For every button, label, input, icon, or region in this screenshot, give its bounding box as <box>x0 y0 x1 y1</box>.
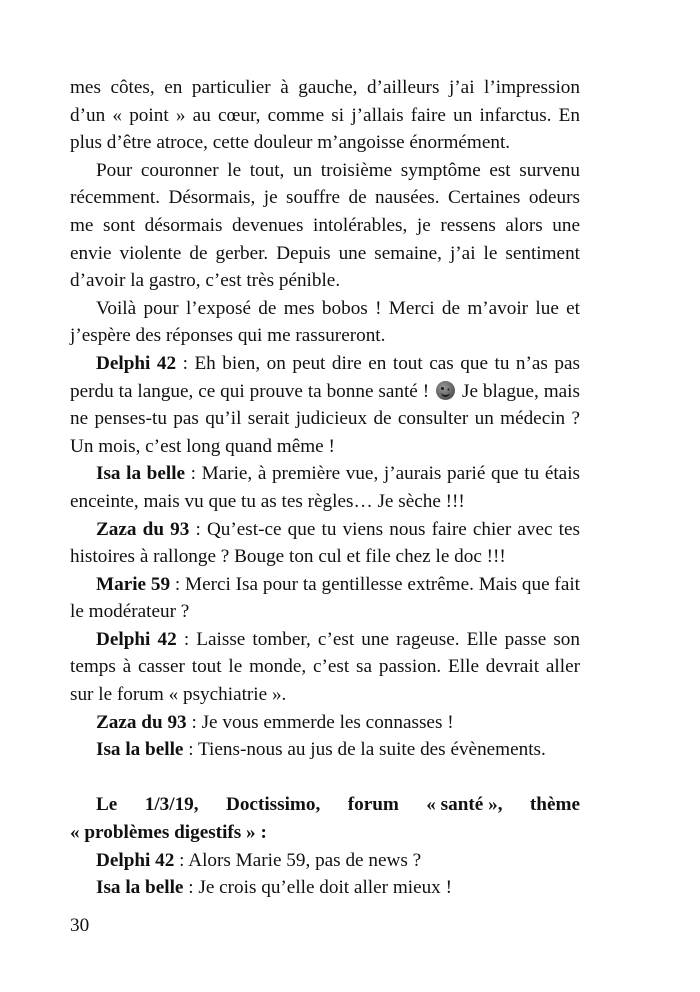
heading-word: « santé », <box>426 794 503 816</box>
paragraph: Pour couronner le tout, un troisième symptôme est survenu récemment. Désormais, je souffre de nausées. Certaines odeurs me sont désormais devenues intolérables, je ressens alors une envie violente de gerber. Depuis une semaine, j’ai le sentiment d’avoir la gastro, c’est très pénible. <box>70 159 580 292</box>
forum-post <box>70 626 580 709</box>
post-text: : Je vous emmerde les connasses ! <box>186 711 454 733</box>
heading-word: 1/3/19, <box>144 794 199 816</box>
forum-post <box>70 571 580 626</box>
post-text: : Merci Isa pour ta gentillesse extrême. Mais que fait le modérateur ? <box>70 573 580 623</box>
speaker-name: Isa la belle <box>96 463 186 485</box>
paragraph: Voilà pour l’exposé de mes bobos ! Merci de m’avoir lue et j’espère des réponses qui me rassureront. <box>70 297 580 347</box>
forum-post <box>70 350 580 460</box>
speaker-name: Zaza du 93 <box>96 711 187 733</box>
text-block <box>70 74 580 902</box>
forum-post <box>70 874 580 902</box>
winking-smiley-icon <box>436 381 455 400</box>
speaker-name: Isa la belle <box>96 739 184 761</box>
blank-line <box>70 764 580 792</box>
heading-word: thème <box>529 794 580 816</box>
page-number: 30 <box>70 915 90 936</box>
forum-post <box>70 516 580 571</box>
post-text: : Tiens-nous au jus de la suite des évènements. <box>183 739 546 761</box>
speaker-name: Delphi 42 <box>96 849 175 871</box>
post-text: : Je crois qu’elle doit aller mieux ! <box>183 877 452 899</box>
post-text: : Alors Marie 59, pas de news ? <box>174 849 422 871</box>
post-text: : Eh bien, on peut dire en tout cas que tu n’as pas perdu ta langue, ce qui prouve ta bonne santé ! <box>70 352 580 402</box>
heading-word: Le <box>96 794 118 816</box>
speaker-name: Marie 59 <box>96 573 171 595</box>
post-text: : Marie, à première vue, j’aurais parié que tu étais enceinte, mais vu que tu as tes règles… Je sèche !!! <box>70 463 580 512</box>
speaker-name: Delphi 42 <box>96 352 177 374</box>
post-text: : Laisse tomber, c’est une rageuse. Elle passe son temps à casser tout le monde, c’est sa passion. Elle devrait aller sur le forum « psychiatrie ». <box>70 628 580 706</box>
forum-post <box>70 709 580 737</box>
post-text: : Qu’est-ce que tu viens nous faire chier avec tes histoires à rallonge ? Bouge ton cul et file chez le doc !!! <box>70 518 580 568</box>
speaker-name: Isa la belle <box>96 877 184 899</box>
section-heading <box>70 791 580 846</box>
heading-word: forum <box>347 794 399 816</box>
speaker-name: Delphi 42 <box>96 628 177 650</box>
heading-word: Doctissimo, <box>225 794 321 816</box>
page-body <box>70 74 580 902</box>
heading-line-1 <box>70 791 580 819</box>
forum-post <box>70 460 580 515</box>
forum-post <box>70 736 580 764</box>
forum-post <box>70 847 580 875</box>
heading-line-2: « problèmes digestifs » : <box>70 822 267 844</box>
paragraph: mes côtes, en particulier à gauche, d’ailleurs j’ai l’impression d’un « point » au cœur, comme si j’allais faire un infarctus. En plus d’être atroce, cette douleur m’angoisse énormément. <box>70 77 580 154</box>
post-text: Je blague, mais ne penses-tu pas qu’il serait judicieux de consulter un médecin ? Un mois, c’est long quand même ! <box>70 380 580 457</box>
speaker-name: Zaza du 93 <box>96 518 190 540</box>
